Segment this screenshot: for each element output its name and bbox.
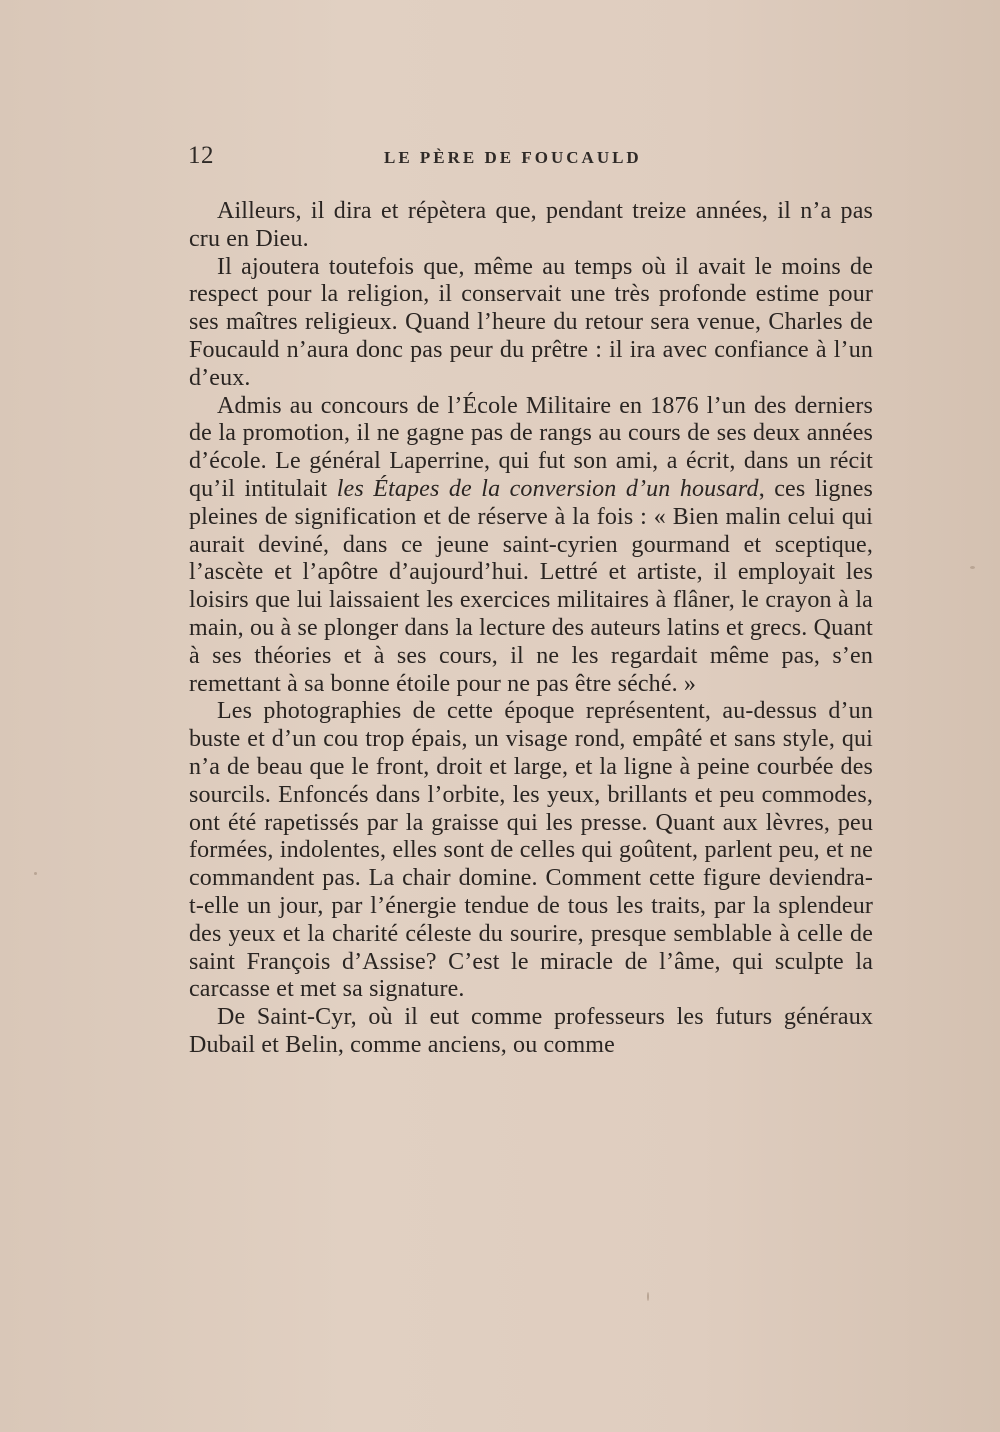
paragraph-4: Les photographies de cette époque représentent, au-dessus d’un buste et d’un cou trop épais, un visage rond, empâté et sans style, qui n’a de beau que le front, droit et large, et la ligne à peine courbée des sourcils. Enfoncés dans l’orbite, les yeux, brillants et peu commodes, ont été rapetissés par la graisse qui les presse. Quant aux lèvres, peu formées, indolentes, elles sont de celles qui goûtent, parlent peu, et ne commandent pas. La chair domine. Comment cette figure deviendra-t-elle un jour, par l’énergie tendue de tous les traits, par la splendeur des yeux et la charité céleste du sourire, presque semblable à celle de saint François d’Assise? C’est le miracle de l’âme, qui sculpte la carcasse et met sa signature. — [189, 698, 873, 1003]
paragraph-3 — [189, 393, 873, 699]
book-title-italic: les Étapes de la conversion d’un housard — [336, 475, 759, 502]
running-title: LE PÈRE DE FOUCAULD — [384, 148, 642, 167]
paragraph-1: Ailleurs, il dira et répètera que, pendant treize années, il n’a pas cru en Dieu. — [189, 198, 873, 252]
paper-speck — [970, 566, 975, 569]
paragraph-3-after: , ces lignes pleines de signification et de réserve à la fois : « Bien malin celui qui aurait deviné, dans ce jeune saint-cyrien gourmand et sceptique, l’ascète et l’apôtre d’aujourd’hui. Lettré et artiste, il employait les loisirs que lui laissaient les exercices militaires à flâner, le crayon à la main, ou à se plonger dans la lecture des auteurs latins et grecs. Quant à ses théories et à ses cours, il ne les regardait même pas, s’en remettant à sa bonne étoile pour ne pas être séché. » — [189, 475, 873, 697]
paper-speck — [647, 1292, 649, 1301]
page-number: 12 — [188, 142, 214, 169]
body-text — [189, 198, 873, 1060]
paragraph-3-before: Admis au concours de l’École Militaire en 1876 l’un des derniers de la promotion, il ne gagne pas de rangs au cours de ses deux années d’école. Le général Laperrine, qui fut son ami, a écrit, dans un récit qu’il intitulait — [189, 392, 873, 502]
paragraph-2: Il ajoutera toutefois que, même au temps où il avait le moins de respect pour la religion, il conservait une très profonde estime pour ses maîtres religieux. Quand l’heure du retour sera venue, Charles de Foucauld n’aura donc pas peur du prêtre : il ira avec confiance à l’un d’eux. — [189, 253, 873, 391]
paper-speck — [34, 872, 37, 875]
page-header — [188, 142, 878, 176]
paragraph-5: De Saint-Cyr, où il eut comme professeurs les futurs généraux Dubail et Belin, comme anciens, ou comme — [189, 1004, 873, 1058]
